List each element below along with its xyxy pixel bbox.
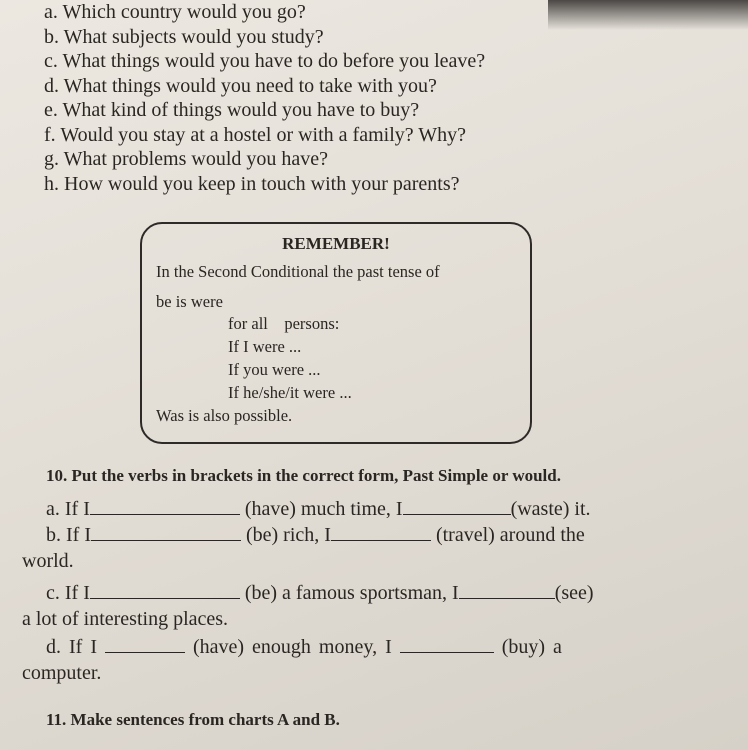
- question-list: [44, 0, 684, 196]
- question-g: g. What problems would you have?: [44, 148, 329, 170]
- remember-line-3: for all persons:: [228, 314, 340, 333]
- remember-line-2: be is were: [156, 292, 223, 311]
- question-f: f. Would you stay at a hostel or with a family? Why?: [44, 123, 467, 146]
- question-d: d. What things would you need to take with you?: [44, 74, 437, 97]
- remember-line-5: If you were ...: [228, 360, 321, 379]
- exercise-d: d. If I (have) enough money, I (buy) a: [46, 636, 562, 658]
- exercise-b-cont: world.: [22, 550, 74, 572]
- question-a: a. Which country would you go?: [44, 1, 306, 23]
- blank-3[interactable]: [91, 524, 241, 541]
- exercise-c-cont: a lot of interesting places.: [22, 608, 229, 630]
- exercise-c: c. If I (be) a famous sportsman, I (see): [46, 582, 594, 604]
- blank-2[interactable]: [403, 498, 511, 515]
- blank-7[interactable]: [105, 636, 185, 653]
- blank-8[interactable]: [400, 636, 494, 653]
- exercise-b: b. If I (be) rich, I (travel) around the: [46, 524, 585, 546]
- question-c: c. What things would you have to do before you leave?: [44, 50, 486, 72]
- exercise-d-cont: computer.: [22, 662, 102, 684]
- task-11-title: 11. Make sentences from charts A and B.: [46, 710, 340, 729]
- remember-title: REMEMBER!: [282, 234, 390, 253]
- remember-line-6: If he/she/it were ...: [228, 383, 352, 402]
- question-h: h. How would you keep in touch with your parents?: [44, 172, 460, 195]
- remember-line-7: Was is also possible.: [156, 406, 293, 425]
- exercise-a: a. If I (have) much time, I (waste) it.: [46, 498, 591, 520]
- task-10-title: 10. Put the verbs in brackets in the correct form, Past Simple or would.: [46, 466, 561, 485]
- blank-5[interactable]: [90, 582, 240, 599]
- remember-line-4: If I were ...: [228, 337, 302, 356]
- question-e: e. What kind of things would you have to buy?: [44, 99, 420, 121]
- blank-1[interactable]: [90, 498, 240, 515]
- remember-line-1: In the Second Conditional the past tense of: [156, 262, 440, 281]
- remember-box: [140, 222, 532, 444]
- blank-6[interactable]: [459, 582, 555, 599]
- blank-4[interactable]: [331, 524, 431, 541]
- question-b: b. What subjects would you study?: [44, 25, 324, 48]
